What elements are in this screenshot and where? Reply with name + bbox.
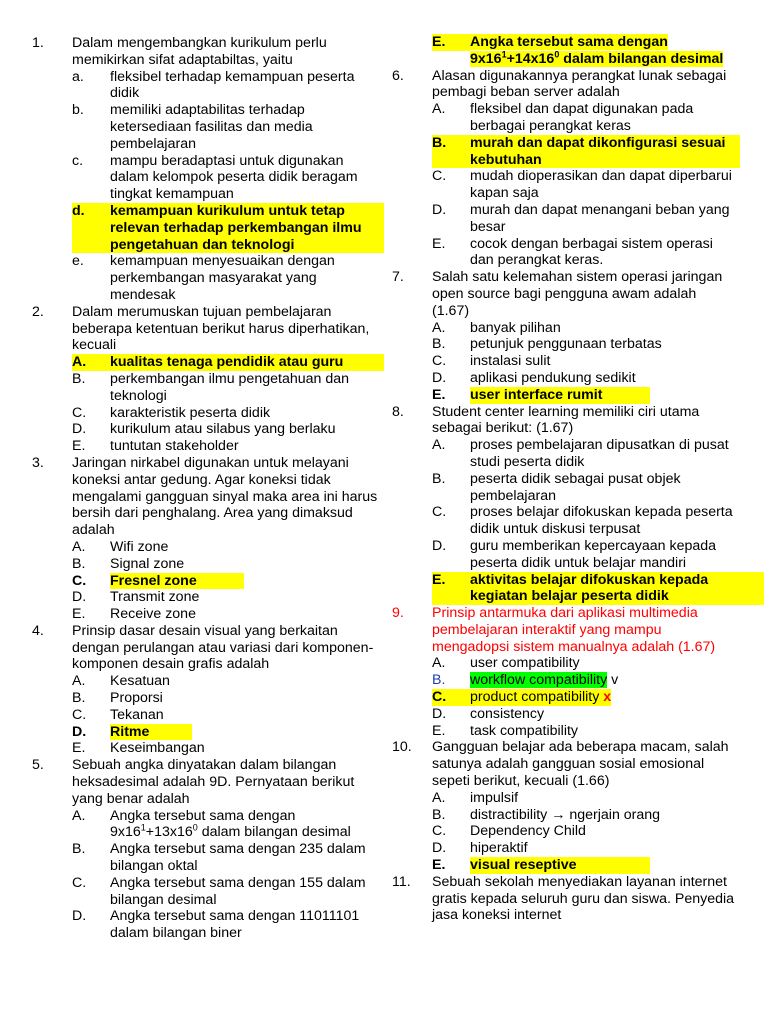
option-text: Proporsi [110, 690, 163, 707]
question-4 [32, 623, 384, 757]
option-letter: D. [432, 705, 447, 722]
question-10 [392, 739, 736, 873]
arrow-icon: → [551, 806, 566, 823]
question-number: 7. [392, 269, 404, 286]
option-7c [432, 353, 736, 370]
option-text: product compatibility [470, 689, 600, 706]
option-text: distractibility [470, 806, 548, 823]
question-5 [32, 757, 384, 942]
option-6a [432, 101, 736, 135]
option-7e-answer [432, 387, 736, 404]
option-letter: B. [72, 841, 86, 858]
option-letter: C. [72, 404, 87, 421]
option-7b [432, 336, 736, 353]
option-text: murah dan dapat menangani beban yang besar [470, 201, 730, 235]
option-text: hiperaktif [470, 840, 528, 857]
option-6b-answer [432, 135, 740, 169]
option-text: Angka tersebut sama dengan 11011101 dalam bilangan biner [110, 908, 360, 942]
option-text: Ritme [110, 723, 150, 740]
question-number: 5. [32, 757, 44, 774]
question-text: Gangguan belajar ada beberapa macam, salah satunya adalah gangguan sosial emosional sepeti berikut, kecuali (1.66) [432, 739, 729, 790]
option-letter: D. [72, 421, 87, 438]
option-5d [72, 908, 384, 942]
option-letter: A. [432, 789, 446, 806]
option-text: murah dan dapat dikonfigurasi sesuai kebutuhan [470, 134, 726, 168]
question-6 [392, 68, 736, 270]
question-9 [392, 605, 736, 739]
question-text: Jaringan nirkabel digunakan untuk melayani koneksi antar gedung. Agar koneksi tidak mengalami gangguan sinyal maka area ini harus bersih dari penghalang. Area yang dimaksud adalah [72, 454, 378, 539]
option-letter: C. [432, 353, 447, 370]
option-letter: B. [432, 470, 446, 487]
option-8b [432, 471, 736, 505]
option-text: kurikulum atau silabus yang berlaku [110, 421, 336, 438]
option-1e [72, 253, 384, 303]
option-letter: C. [72, 874, 87, 891]
question-text: Sebuah sekolah menyediakan layanan internet gratis kepada seluruh guru dan siswa. Penyedia jasa koneksi internet [432, 873, 735, 924]
option-text: fleksibel dan dapat digunakan pada berbagai perangkat keras [470, 101, 694, 134]
wrong-mark: x [603, 689, 612, 706]
option-4b [72, 690, 384, 707]
option-text: aplikasi pendukung sedikit [470, 369, 636, 386]
option-note: ngerjain orang [569, 806, 661, 823]
option-6c [432, 168, 736, 202]
question-7 [392, 269, 736, 403]
option-letter: d. [72, 202, 85, 219]
option-letter: B. [72, 555, 86, 572]
option-text: task compatibility [470, 722, 579, 739]
option-3d [72, 589, 384, 606]
option-text: Wifi zone [110, 538, 169, 555]
option-10c [432, 823, 736, 840]
option-letter: B. [72, 370, 86, 387]
option-letter: A. [432, 101, 446, 118]
option-letter: A. [72, 354, 87, 371]
question-text: Student center learning memiliki ciri utama sebagai berikut: (1.67) [432, 403, 700, 437]
option-letter: A. [432, 437, 446, 454]
question-2 [32, 304, 384, 455]
question-text: Prinsip antarmuka dari aplikasi multimedia pembelajaran interaktif yang mampu mengadopsi sistem manualnya adalah (1.67) [432, 605, 716, 655]
option-9c-wrong [432, 689, 736, 706]
option-9a [432, 655, 736, 672]
question-text: Dalam merumuskan tujuan pembelajaran beberapa ketentuan berikut harus diperhatikan, kecuali [72, 303, 370, 354]
option-5c [72, 875, 384, 909]
option-letter: A. [72, 807, 86, 824]
option-letter: D. [72, 723, 87, 740]
question-text: Alasan digunakannya perangkat lunak sebagai pembagi beban server adalah [432, 67, 727, 101]
question-number: 2. [32, 303, 44, 320]
option-text: karakteristik peserta didik [110, 404, 271, 421]
left-column [32, 35, 384, 942]
option-5a [72, 808, 384, 842]
question-text: Salah satu kelemahan sistem operasi jaringan open source bagi pengguna awam adalah (1.67) [432, 269, 723, 319]
question-number: 4. [32, 622, 44, 639]
option-text: kemampuan menyesuaikan dengan perkembangan masyarakat yang mendesak [110, 253, 335, 303]
option-4e [72, 740, 384, 757]
option-formula: $9x16^1+13x16^0$ dalam bilangan desimal [110, 822, 351, 841]
question-number: 8. [392, 403, 404, 420]
option-text: aktivitas belajar difokuskan kepada kegiatan belajar peserta didik [470, 571, 709, 605]
option-3c-answer [72, 573, 384, 590]
option-formula: $9x16^1+14x16^0$ dalam bilangan desimal [470, 49, 724, 67]
option-letter: B. [432, 672, 446, 689]
option-2d [72, 421, 384, 438]
option-letter: D. [72, 908, 87, 925]
option-text: mampu beradaptasi untuk digunakan dalam kelompok peserta didik beragam tingkat kemampuan [110, 152, 358, 203]
option-text: Angka tersebut sama dengan [110, 807, 296, 824]
option-text: Fresnel zone [110, 572, 197, 589]
question-number: 9. [392, 605, 404, 622]
option-letter: A. [432, 655, 446, 672]
option-text: cocok dengan berbagai sistem operasi dan perangkat keras. [470, 235, 713, 269]
option-text: user compatibility [470, 655, 580, 672]
option-text: memiliki adaptabilitas terhadap ketersediaan fasilitas dan media pembelajaran [110, 102, 313, 152]
option-letter: B. [432, 134, 447, 151]
option-letter: C. [432, 823, 447, 840]
question-8 [392, 404, 736, 606]
option-text: Keseimbangan [110, 740, 205, 757]
option-text: Dependency Child [470, 823, 586, 840]
option-4c [72, 707, 384, 724]
option-text: Kesatuan [110, 673, 170, 690]
option-9d [432, 706, 736, 723]
option-letter: B. [432, 806, 446, 823]
option-text: fleksibel terhadap kemampuan peserta didik [110, 68, 355, 102]
option-2b [72, 371, 384, 405]
option-text: user interface rumit [470, 386, 603, 403]
option-text: petunjuk penggunaan terbatas [470, 336, 662, 353]
option-letter: D. [432, 840, 447, 857]
option-8c [432, 504, 736, 538]
option-letter: A. [72, 538, 86, 555]
option-2a-answer [72, 354, 384, 371]
option-6d [432, 202, 736, 236]
option-1c [72, 153, 384, 203]
check-mark: v [611, 672, 619, 689]
option-7a [432, 320, 736, 337]
option-text: mudah dioperasikan dan dapat diperbarui kapan saja [470, 168, 732, 202]
option-letter: B. [72, 690, 86, 707]
option-letter: C. [432, 168, 447, 185]
option-1b [72, 102, 384, 152]
option-5e-answer [432, 34, 736, 68]
option-text: consistency [470, 705, 545, 722]
option-text: Tekanan [110, 706, 164, 723]
option-letter: E. [432, 386, 446, 403]
option-text: Transmit zone [110, 589, 200, 606]
option-text: perkembangan ilmu pengetahuan dan teknologi [110, 370, 350, 404]
option-3e [72, 606, 384, 623]
option-2e [72, 438, 384, 455]
option-10e-answer [432, 857, 736, 874]
option-3a [72, 539, 384, 556]
right-column [392, 34, 736, 924]
option-text: guru memberikan kepercayaan kepada peserta didik untuk belajar mandiri [470, 537, 717, 571]
option-letter: b. [72, 102, 84, 119]
option-10a [432, 790, 736, 807]
option-5b [72, 841, 384, 875]
option-letter: E. [432, 571, 446, 588]
option-letter: D. [432, 537, 447, 554]
question-number: 10. [392, 739, 412, 756]
question-text: Sebuah angka dinyatakan dalam bilangan heksadesimal adalah 9D. Pernyataan berikut yang benar adalah [72, 757, 355, 807]
option-letter: A. [432, 319, 446, 336]
option-2c [72, 405, 384, 422]
option-text: workflow compatibility [470, 672, 608, 689]
question-1 [32, 35, 384, 304]
option-9b-correct [432, 672, 736, 689]
option-text: Angka tersebut sama dengan 155 dalam bilangan desimal [110, 874, 366, 908]
option-text: visual reseptive [470, 857, 577, 874]
option-4d-answer [72, 724, 384, 741]
question-text: Prinsip dasar desain visual yang berkaitan dengan perulangan atau variasi dari komponen-komponen desain grafis adalah [72, 622, 374, 673]
option-text: Receive zone [110, 606, 196, 623]
option-letter: D. [72, 589, 87, 606]
option-letter: a. [72, 68, 84, 85]
option-text: instalasi sulit [470, 353, 551, 370]
option-text: kualitas tenaga pendidik atau guru [110, 354, 344, 371]
option-text: kemampuan kurikulum untuk tetap relevan terhadap perkembangan ilmu pengetahuan dan teknologi [110, 202, 362, 253]
option-text: Angka tersebut sama dengan [470, 34, 668, 50]
option-1d-answer [72, 203, 384, 253]
question-11 [392, 874, 736, 924]
option-text: impulsif [470, 789, 519, 806]
option-8e-answer [432, 572, 764, 606]
option-1a [72, 69, 384, 103]
option-letter: D. [432, 201, 447, 218]
option-10b [432, 807, 736, 824]
option-letter: e. [72, 253, 84, 270]
option-letter: E. [72, 740, 86, 757]
option-10d [432, 840, 736, 857]
option-letter: E. [72, 438, 86, 455]
option-4a [72, 673, 384, 690]
question-number: 11. [392, 873, 411, 890]
option-letter: c. [72, 152, 84, 169]
option-letter: C. [72, 572, 87, 589]
option-text: tuntutan stakeholder [110, 438, 239, 455]
option-text: proses belajar difokuskan kepada peserta didik untuk diskusi terpusat [470, 504, 733, 538]
option-letter: C. [432, 689, 470, 706]
option-text: peserta didik sebagai pusat objek pembelajaran [470, 470, 681, 504]
option-7d [432, 370, 736, 387]
option-letter: E. [432, 857, 446, 874]
option-letter: A. [72, 673, 86, 690]
option-letter: E. [432, 235, 446, 252]
option-letter: E. [72, 606, 86, 623]
question-number: 6. [392, 67, 404, 84]
question-3 [32, 455, 384, 623]
question-number: 3. [32, 454, 44, 471]
option-text: proses pembelajaran dipusatkan di pusat studi peserta didik [470, 437, 729, 470]
option-text: Angka tersebut sama dengan 235 dalam bilangan oktal [110, 841, 366, 875]
option-8d [432, 538, 736, 572]
option-9e [432, 723, 736, 740]
option-letter: E. [432, 34, 470, 51]
option-letter: C. [72, 706, 87, 723]
option-3b [72, 556, 384, 573]
question-number: 1. [32, 35, 44, 51]
question-5-continued [392, 34, 736, 68]
option-text: Signal zone [110, 555, 185, 572]
option-letter: B. [432, 336, 446, 353]
option-8a [432, 437, 736, 471]
option-letter: D. [432, 369, 447, 386]
option-letter: E. [432, 722, 446, 739]
option-text: banyak pilihan [470, 319, 561, 336]
option-letter: C. [432, 504, 447, 521]
option-6e [432, 236, 736, 270]
question-text: Dalam mengembangkan kurikulum perlu memikirkan sifat adaptabiltas, yaitu [72, 35, 327, 68]
